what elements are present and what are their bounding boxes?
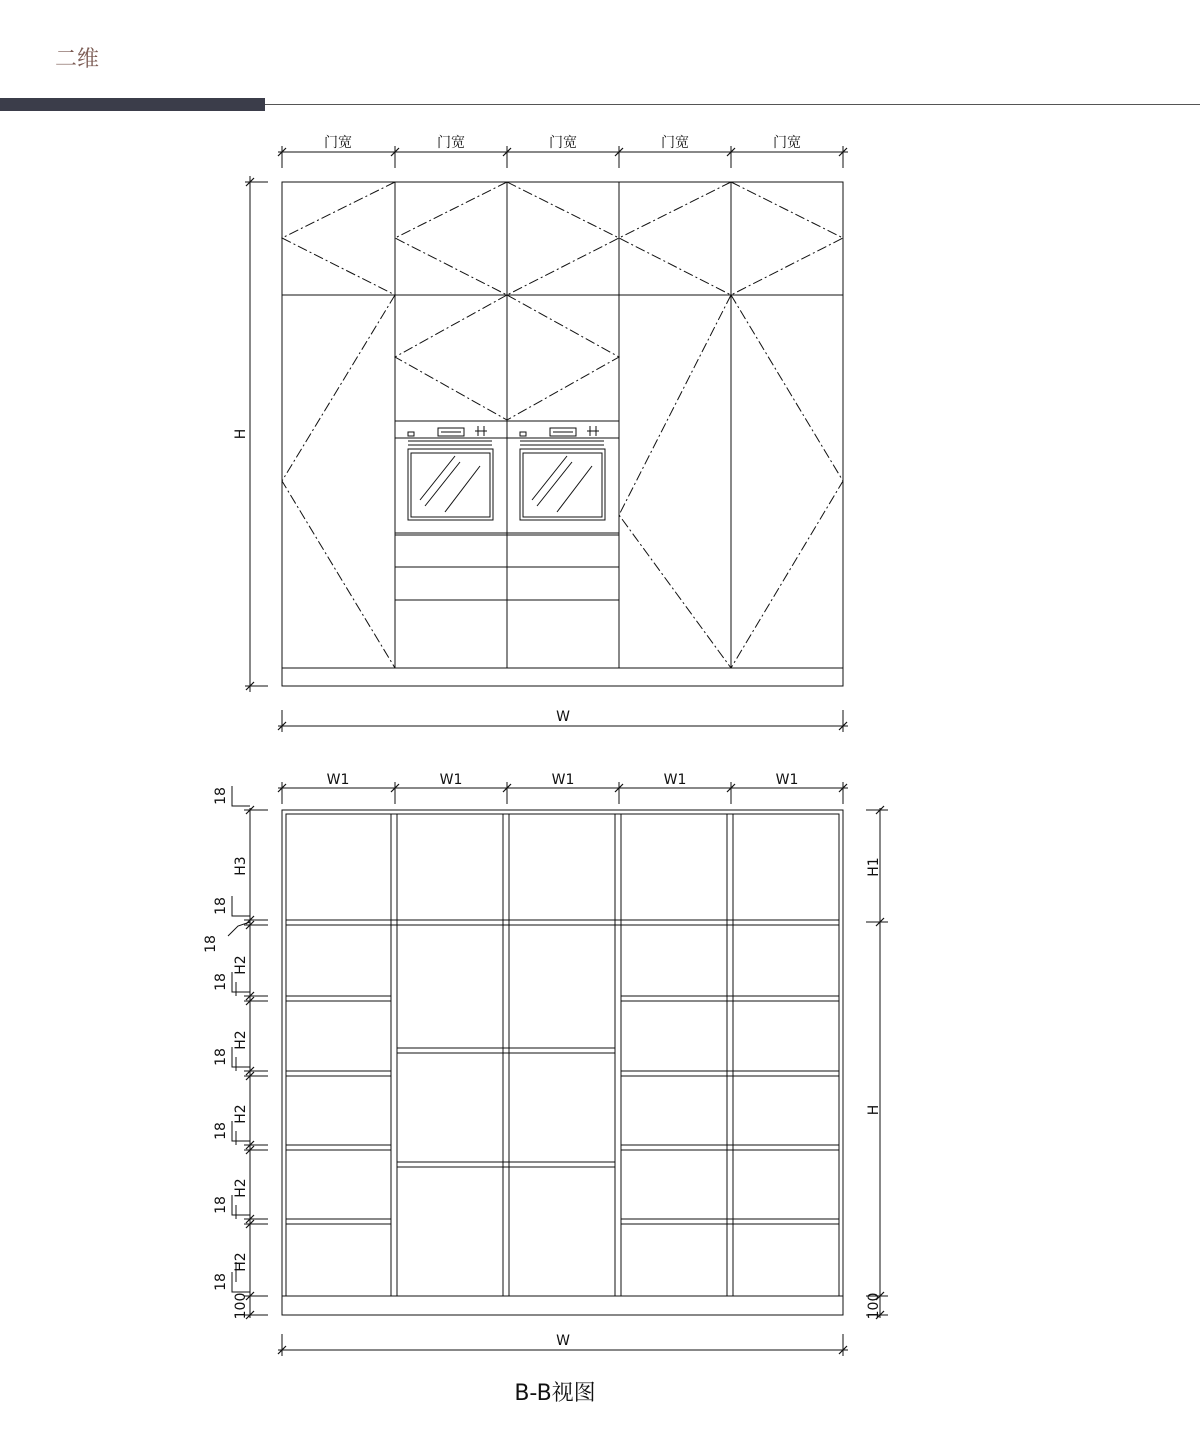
h2-label: H2 <box>233 1178 249 1198</box>
elevation-labels <box>233 135 801 725</box>
oven-left <box>395 421 507 600</box>
panel-thickness-label: 18 <box>213 1048 229 1066</box>
elevation-frame <box>282 182 843 686</box>
h3-label: H3 <box>233 856 249 876</box>
middle-column-shelves <box>397 1048 615 1167</box>
panel-thickness-label: 18 <box>213 787 229 805</box>
door-width-label: 门宽 <box>661 135 689 151</box>
door-width-label: 门宽 <box>773 135 801 151</box>
panel-thickness-label: 18 <box>213 1122 229 1140</box>
right-base-height-label: 100 <box>866 1292 882 1320</box>
column-width-label: W1 <box>663 772 687 788</box>
base-height-label: 100 <box>233 1292 249 1320</box>
right-height-label: H <box>866 1104 882 1116</box>
column-width-label: W1 <box>439 772 463 788</box>
right-column-shelves <box>621 996 839 1224</box>
h1-label: H1 <box>866 857 882 877</box>
h2-label: H2 <box>233 955 249 975</box>
h2-label: H2 <box>233 1104 249 1124</box>
elevation-view <box>245 146 848 732</box>
door-width-label: 门宽 <box>549 135 577 151</box>
panel-thickness-label: 18 <box>203 935 219 953</box>
oven-right <box>507 421 619 600</box>
section-view <box>228 782 888 1356</box>
elevation-height-label: H <box>233 428 249 440</box>
left-dimension-ticks <box>244 806 268 1319</box>
elevation-width-label: W <box>556 709 570 725</box>
door-width-label: 门宽 <box>437 135 465 151</box>
panel-thickness-label: 18 <box>213 1196 229 1214</box>
section-title: 二维 <box>55 47 100 72</box>
h2-label: H2 <box>233 1030 249 1050</box>
left-column-shelves <box>286 996 391 1224</box>
door-swing-lines <box>282 182 843 668</box>
column-width-label: W1 <box>326 772 350 788</box>
column-width-label: W1 <box>775 772 799 788</box>
view-caption: B-B视图 <box>514 1381 596 1406</box>
h2-label: H2 <box>233 1252 249 1272</box>
column-width-label: W1 <box>551 772 575 788</box>
panel-thickness-label: 18 <box>213 897 229 915</box>
section-width-label: W <box>556 1333 570 1349</box>
panel-thickness-label: 18 <box>213 973 229 991</box>
panel-thickness-label: 18 <box>213 1273 229 1291</box>
section-labels <box>203 772 882 1349</box>
door-width-label: 门宽 <box>324 135 352 151</box>
